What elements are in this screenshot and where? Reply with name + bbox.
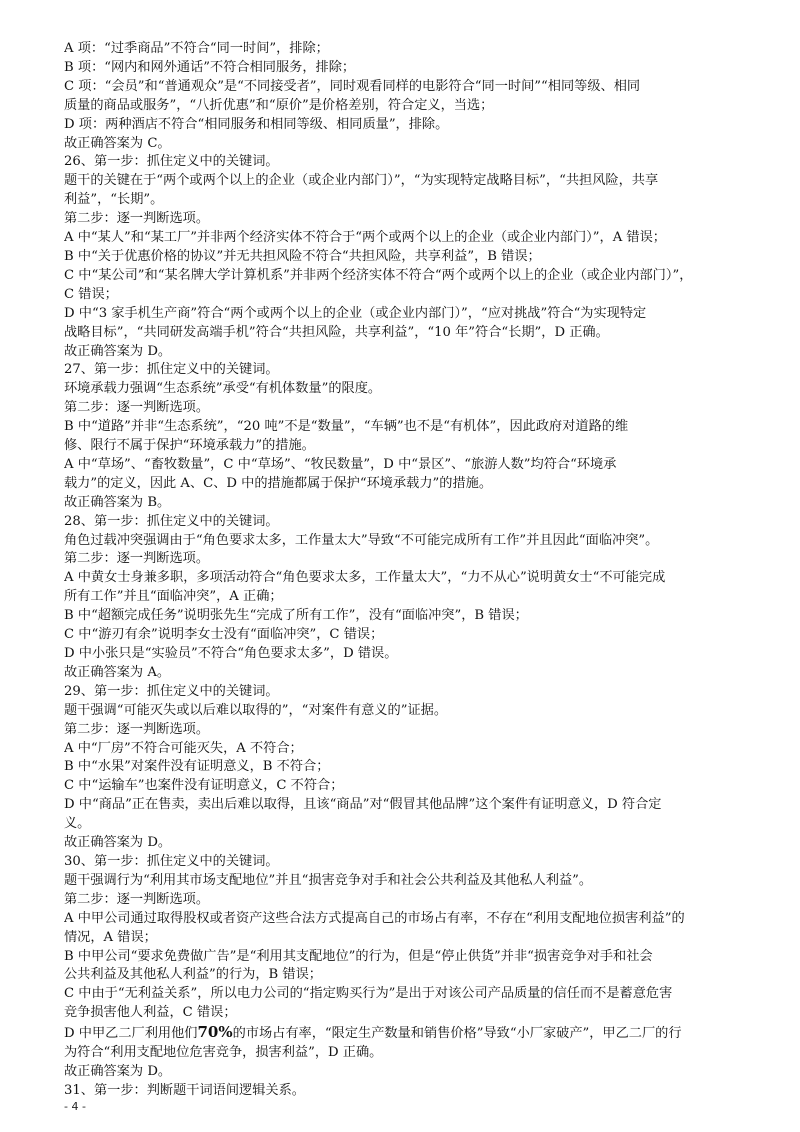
text-line: 角色过载冲突强调由于“角色要求太多，工作量太大”导致“不可能完成所有工作”并且因此“面临冲突”。 — [64, 532, 659, 548]
text-line: 所有工作”并且“面临冲突”，A 正确； — [64, 589, 283, 605]
text-line: 第二步：逐一判断选项。 — [64, 211, 210, 227]
text-line: C 中“某公司”和“某名牌大学计算机系”并非两个经济实体不符合“两个或两个以上的企业（或企业内部门）”， — [64, 267, 693, 283]
text-line: 战略目标”，“共同研发高端手机”符合“共担风险，共享利益”，“10 年”符合“长期”，D 正确。 — [64, 324, 609, 340]
text-line: A 中“某人”和“某工厂”并非两个经济实体不符合于“两个或两个以上的企业（或企业内部门）”，A 错误； — [64, 230, 666, 246]
text-line: 故正确答案为 B。 — [64, 494, 171, 510]
text-segment: 的市场占有率，“限定生产数量和销售价格”导致“小厂家破产”，甲乙二厂的行 — [232, 1026, 682, 1042]
text-line: B 中“关于优惠价格的协议”并无共担风险不符合“共担风险，共享利益”，B 错误； — [64, 248, 541, 264]
text-line: 环境承载力强调“生态系统”承受“有机体数量”的限度。 — [64, 381, 382, 397]
text-line: 故正确答案为 D。 — [64, 1063, 172, 1079]
text-line: 为符合“利用支配地位危害竞争，损害利益”，D 正确。 — [64, 1045, 383, 1061]
text-line: 义。 — [64, 816, 91, 832]
text-line: D 中小张只是“实验员”不符合“角色要求太多”，D 错误。 — [64, 646, 398, 661]
text-line: C 项：“会员”和“普通观众”是“不同接受者”，同时观看同样的电影符合“同一时间”“相同等级、相同 — [64, 78, 641, 94]
text-line: 第二步：逐一判断选项。 — [64, 400, 210, 416]
text-line: B 中“道路”并非“生态系统”，“20 吨”不是“数量”，“车辆”也不是“有机体”，因此政府对道路的维 — [64, 419, 629, 435]
text-line: 情况，A 错误； — [64, 929, 157, 945]
text-line: 修、限行不属于保护“环境承载力”的措施。 — [64, 438, 315, 454]
text-line: A 中黄女士身兼多职，多项活动符合“角色要求太多，工作量太大”，“力不从心”说明黄女士“不可能完成 — [64, 570, 666, 586]
text-line: 故正确答案为 D。 — [64, 835, 172, 851]
text-line: 故正确答案为 A。 — [64, 664, 171, 680]
text-line: C 中“游刃有余”说明李女士没有“面临冲突”，C 错误； — [64, 627, 384, 643]
text-line: A 中甲公司通过取得股权或者资产这些合法方式提高自己的市场占有率，不存在“利用支配地位损害利益”的 — [64, 910, 685, 926]
text-line: 27、第一步：抓住定义中的关键词。 — [64, 362, 279, 378]
text-line: 第二步：逐一判断选项。 — [64, 891, 210, 907]
text-block-main — [64, 40, 744, 1023]
text-line: 载力”的定义，因此 A、C、D 中的措施都属于保护“环境承载力”的措施。 — [64, 475, 493, 491]
document-body — [64, 40, 744, 1101]
text-line: 题干的关键在于“两个或两个以上的企业（或企业内部门）”，“为实现特定战略目标”，“共担风险，共享 — [64, 173, 659, 189]
text-line: A 中“草场”、“畜牧数量”，C 中“草场”、“牧民数量”，D 中“景区”、“旅游人数”均符合“环境承 — [64, 456, 617, 472]
text-line: 公共利益及其他私人利益”的行为，B 错误； — [64, 967, 322, 983]
text-line-d30 — [64, 1023, 744, 1044]
text-line: 竞争损害他人利益，C 错误； — [64, 1005, 237, 1021]
text-line: D 项：两种酒店不符合“相同服务和相同等级、相同质量”，排除。 — [64, 116, 449, 132]
text-line: C 错误； — [64, 286, 118, 302]
text-line: C 中由于“无利益关系”，所以电力公司的“指定购买行为”是出于对该公司产品质量的信任而不是蓄意危害 — [64, 986, 673, 1002]
text-line: A 项：“过季商品”不符合“同一时间”，排除； — [64, 41, 329, 56]
text-line: B 中甲公司“要求免费做广告”是“利用其支配地位”的行为，但是“停止供货”并非“损害竞争对手和社会 — [64, 948, 653, 964]
text-segment: D 中甲乙二厂利用他们 — [64, 1026, 198, 1042]
text-line: 故正确答案为 D。 — [64, 343, 172, 359]
text-line: 第二步：逐一判断选项。 — [64, 721, 210, 737]
text-line: 利益”，“长期”。 — [64, 192, 164, 208]
text-line: 29、第一步：抓住定义中的关键词。 — [64, 683, 279, 699]
text-line: B 中“超额完成任务”说明张先生“完成了所有工作”，没有“面临冲突”，B 错误； — [64, 608, 528, 624]
text-line: 26、第一步：抓住定义中的关键词。 — [64, 154, 279, 170]
text-line: C 中“运输车”也案件没有证明意义，C 不符合； — [64, 778, 344, 794]
percentage-value: 70% — [197, 1023, 233, 1042]
text-block-end — [64, 1044, 744, 1101]
text-line: B 中“水果”对案件没有证明意义，B 不符合； — [64, 759, 330, 775]
text-line: D 中“商品”正在售卖，卖出后难以取得，且该“商品”对“假冒其他品牌”这个案件有证明意义，D 符合定 — [64, 797, 662, 813]
text-line: 故正确答案为 C。 — [64, 135, 171, 151]
text-line: 题干强调行为“利用其市场支配地位”并且“损害竞争对手和社会公共利益及其他私人利益”。 — [64, 872, 593, 888]
text-line: D 中“3 家手机生产商”符合“两个或两个以上的企业（或企业内部门）”，“应对挑战”符合“为实现特定 — [64, 305, 647, 321]
text-line: 第二步：逐一判断选项。 — [64, 551, 210, 567]
text-line: B 项：“网内和网外通话”不符合相同服务，排除； — [64, 59, 356, 75]
text-line: A 中“厂房”不符合可能灭失，A 不符合； — [64, 740, 303, 756]
text-line: 30、第一步：抓住定义中的关键词。 — [64, 853, 279, 869]
text-line: 题干强调“可能灭失或以后难以取得的”，“对案件有意义的”证据。 — [64, 702, 448, 718]
text-line: 质量的商品或服务”，“八折优惠”和“原价”是价格差别，符合定义，当选； — [64, 97, 494, 113]
text-line: 28、第一步：抓住定义中的关键词。 — [64, 513, 279, 529]
page-number: - 4 - — [64, 1100, 86, 1113]
text-line: 31、第一步：判断题干词语间逻辑关系。 — [64, 1082, 305, 1098]
